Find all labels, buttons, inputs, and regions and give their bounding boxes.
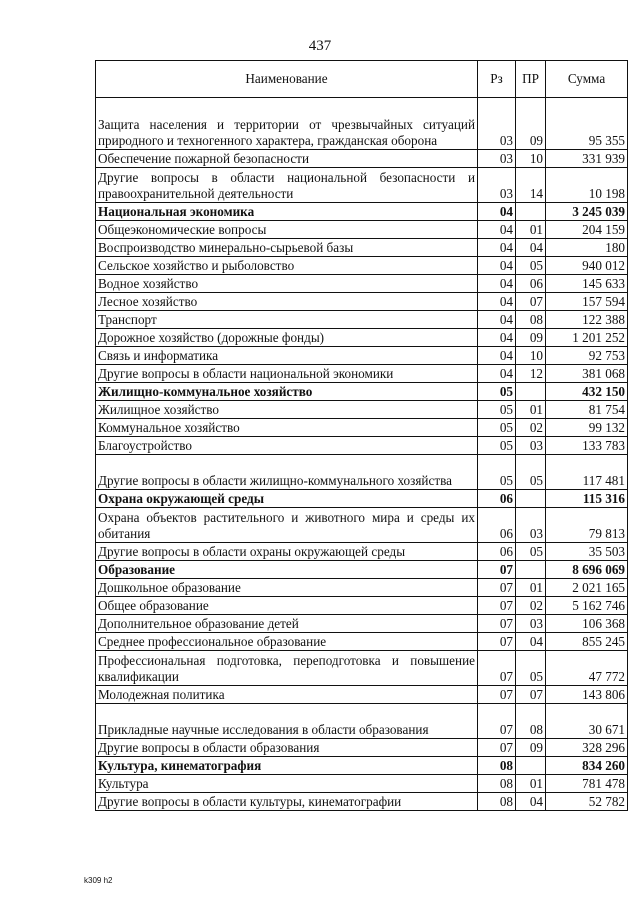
cell-pr: 08	[516, 311, 546, 329]
table-row	[96, 239, 628, 257]
cell-name: Другие вопросы в области охраны окружающей среды	[96, 543, 478, 561]
cell-name: Сельское хозяйство и рыболовство	[96, 257, 478, 275]
cell-sum: 30 671	[546, 704, 628, 739]
table-row	[96, 704, 628, 739]
cell-pr: 09	[516, 739, 546, 757]
cell-sum: 143 806	[546, 686, 628, 704]
table-row	[96, 561, 628, 579]
cell-pr	[516, 490, 546, 508]
cell-rz: 03	[478, 98, 516, 150]
cell-sum: 328 296	[546, 739, 628, 757]
cell-sum: 115 316	[546, 490, 628, 508]
cell-rz: 04	[478, 221, 516, 239]
table-row	[96, 98, 628, 150]
cell-sum: 8 696 069	[546, 561, 628, 579]
cell-name: Национальная экономика	[96, 203, 478, 221]
table-row	[96, 597, 628, 615]
cell-pr: 03	[516, 437, 546, 455]
cell-sum: 106 368	[546, 615, 628, 633]
cell-name: Лесное хозяйство	[96, 293, 478, 311]
cell-pr: 01	[516, 579, 546, 597]
cell-pr: 09	[516, 329, 546, 347]
cell-pr: 04	[516, 793, 546, 811]
cell-rz: 08	[478, 793, 516, 811]
cell-sum: 781 478	[546, 775, 628, 793]
table-body	[96, 98, 628, 811]
cell-rz: 07	[478, 651, 516, 686]
cell-rz: 03	[478, 150, 516, 168]
table-row	[96, 579, 628, 597]
cell-name: Водное хозяйство	[96, 275, 478, 293]
header-sum: Сумма	[546, 61, 628, 98]
cell-name: Профессиональная подготовка, переподготовка и повышение квалификации	[96, 651, 478, 686]
cell-pr: 06	[516, 275, 546, 293]
cell-name: Охрана объектов растительного и животного мира и среды их обитания	[96, 508, 478, 543]
table-row	[96, 775, 628, 793]
cell-pr: 01	[516, 775, 546, 793]
table-row	[96, 347, 628, 365]
cell-pr: 01	[516, 221, 546, 239]
cell-sum: 331 939	[546, 150, 628, 168]
cell-pr: 01	[516, 401, 546, 419]
cell-pr: 07	[516, 686, 546, 704]
cell-name: Жилищно-коммунальное хозяйство	[96, 383, 478, 401]
table-row	[96, 757, 628, 775]
cell-pr: 05	[516, 651, 546, 686]
cell-rz: 04	[478, 257, 516, 275]
cell-name: Другие вопросы в области жилищно-коммунального хозяйства	[96, 455, 478, 490]
cell-rz: 05	[478, 455, 516, 490]
cell-sum: 381 068	[546, 365, 628, 383]
cell-sum: 834 260	[546, 757, 628, 775]
table-row	[96, 329, 628, 347]
cell-pr	[516, 383, 546, 401]
cell-rz: 04	[478, 311, 516, 329]
cell-name: Другие вопросы в области образования	[96, 739, 478, 757]
cell-name: Прикладные научные исследования в области образования	[96, 704, 478, 739]
footer-code: k309 h2	[84, 876, 113, 885]
cell-sum: 133 783	[546, 437, 628, 455]
table-row	[96, 686, 628, 704]
table-row	[96, 793, 628, 811]
cell-sum: 145 633	[546, 275, 628, 293]
cell-sum: 81 754	[546, 401, 628, 419]
table-row	[96, 437, 628, 455]
cell-name: Жилищное хозяйство	[96, 401, 478, 419]
cell-sum: 940 012	[546, 257, 628, 275]
table-row	[96, 150, 628, 168]
cell-rz: 07	[478, 561, 516, 579]
cell-sum: 92 753	[546, 347, 628, 365]
cell-pr: 02	[516, 597, 546, 615]
cell-pr: 02	[516, 419, 546, 437]
cell-sum: 122 388	[546, 311, 628, 329]
cell-sum: 95 355	[546, 98, 628, 150]
cell-rz: 04	[478, 239, 516, 257]
table-row	[96, 401, 628, 419]
cell-sum: 47 772	[546, 651, 628, 686]
cell-rz: 04	[478, 203, 516, 221]
cell-rz: 07	[478, 704, 516, 739]
cell-pr: 03	[516, 508, 546, 543]
page-number: 437	[308, 38, 332, 54]
cell-pr: 08	[516, 704, 546, 739]
cell-name: Защита населения и территории от чрезвычайных ситуаций природного и техногенного характера, гражданская оборона	[96, 98, 478, 150]
cell-name: Среднее профессиональное образование	[96, 633, 478, 651]
table-row	[96, 221, 628, 239]
cell-rz: 05	[478, 419, 516, 437]
cell-rz: 07	[478, 739, 516, 757]
cell-name: Молодежная политика	[96, 686, 478, 704]
cell-rz: 07	[478, 615, 516, 633]
cell-sum: 117 481	[546, 455, 628, 490]
cell-pr: 04	[516, 239, 546, 257]
header-rz: Рз	[478, 61, 516, 98]
cell-name: Другие вопросы в области национальной экономики	[96, 365, 478, 383]
cell-rz: 07	[478, 633, 516, 651]
cell-name: Дополнительное образование детей	[96, 615, 478, 633]
table-row	[96, 651, 628, 686]
cell-rz: 06	[478, 490, 516, 508]
cell-pr: 10	[516, 347, 546, 365]
cell-name: Обеспечение пожарной безопасности	[96, 150, 478, 168]
table-row	[96, 633, 628, 651]
cell-pr: 14	[516, 168, 546, 203]
table-row	[96, 311, 628, 329]
cell-pr: 04	[516, 633, 546, 651]
cell-pr	[516, 203, 546, 221]
table-row	[96, 365, 628, 383]
table-row	[96, 383, 628, 401]
cell-name: Другие вопросы в области национальной безопасности и правоохранительной деятельности	[96, 168, 478, 203]
cell-name: Другие вопросы в области культуры, кинематографии	[96, 793, 478, 811]
cell-pr: 05	[516, 257, 546, 275]
cell-name: Культура, кинематография	[96, 757, 478, 775]
cell-name: Культура	[96, 775, 478, 793]
cell-sum: 5 162 746	[546, 597, 628, 615]
cell-pr: 05	[516, 543, 546, 561]
table-row	[96, 293, 628, 311]
header-name: Наименование	[96, 61, 478, 98]
cell-rz: 04	[478, 275, 516, 293]
cell-pr: 07	[516, 293, 546, 311]
table-row	[96, 419, 628, 437]
cell-sum: 3 245 039	[546, 203, 628, 221]
cell-name: Общеэкономические вопросы	[96, 221, 478, 239]
cell-pr	[516, 561, 546, 579]
cell-rz: 04	[478, 365, 516, 383]
cell-rz: 08	[478, 757, 516, 775]
cell-name: Транспорт	[96, 311, 478, 329]
cell-rz: 08	[478, 775, 516, 793]
cell-name: Охрана окружающей среды	[96, 490, 478, 508]
cell-pr: 10	[516, 150, 546, 168]
header-pr: ПР	[516, 61, 546, 98]
cell-rz: 04	[478, 329, 516, 347]
cell-sum: 52 782	[546, 793, 628, 811]
table-row	[96, 168, 628, 203]
cell-name: Коммунальное хозяйство	[96, 419, 478, 437]
table-row	[96, 543, 628, 561]
cell-name: Образование	[96, 561, 478, 579]
cell-sum: 99 132	[546, 419, 628, 437]
cell-sum: 855 245	[546, 633, 628, 651]
cell-sum: 157 594	[546, 293, 628, 311]
cell-name: Воспроизводство минерально-сырьевой базы	[96, 239, 478, 257]
table-row	[96, 739, 628, 757]
cell-sum: 35 503	[546, 543, 628, 561]
table-row	[96, 490, 628, 508]
table-row	[96, 257, 628, 275]
cell-name: Дошкольное образование	[96, 579, 478, 597]
cell-rz: 07	[478, 597, 516, 615]
cell-rz: 05	[478, 383, 516, 401]
cell-sum: 79 813	[546, 508, 628, 543]
cell-sum: 180	[546, 239, 628, 257]
cell-rz: 05	[478, 437, 516, 455]
table-row	[96, 203, 628, 221]
cell-rz: 06	[478, 508, 516, 543]
table-row	[96, 275, 628, 293]
cell-rz: 04	[478, 347, 516, 365]
cell-sum: 432 150	[546, 383, 628, 401]
cell-sum: 1 201 252	[546, 329, 628, 347]
cell-rz: 06	[478, 543, 516, 561]
cell-rz: 07	[478, 686, 516, 704]
budget-table	[95, 60, 628, 811]
cell-sum: 2 021 165	[546, 579, 628, 597]
cell-sum: 10 198	[546, 168, 628, 203]
cell-name: Благоустройство	[96, 437, 478, 455]
cell-rz: 07	[478, 579, 516, 597]
cell-name: Дорожное хозяйство (дорожные фонды)	[96, 329, 478, 347]
cell-pr	[516, 757, 546, 775]
cell-rz: 04	[478, 293, 516, 311]
cell-pr: 03	[516, 615, 546, 633]
cell-rz: 03	[478, 168, 516, 203]
table-row	[96, 455, 628, 490]
cell-sum: 204 159	[546, 221, 628, 239]
table-row	[96, 508, 628, 543]
cell-name: Связь и информатика	[96, 347, 478, 365]
cell-name: Общее образование	[96, 597, 478, 615]
table-row	[96, 615, 628, 633]
cell-pr: 09	[516, 98, 546, 150]
cell-rz: 05	[478, 401, 516, 419]
table-header-row	[96, 61, 628, 98]
cell-pr: 12	[516, 365, 546, 383]
cell-pr: 05	[516, 455, 546, 490]
